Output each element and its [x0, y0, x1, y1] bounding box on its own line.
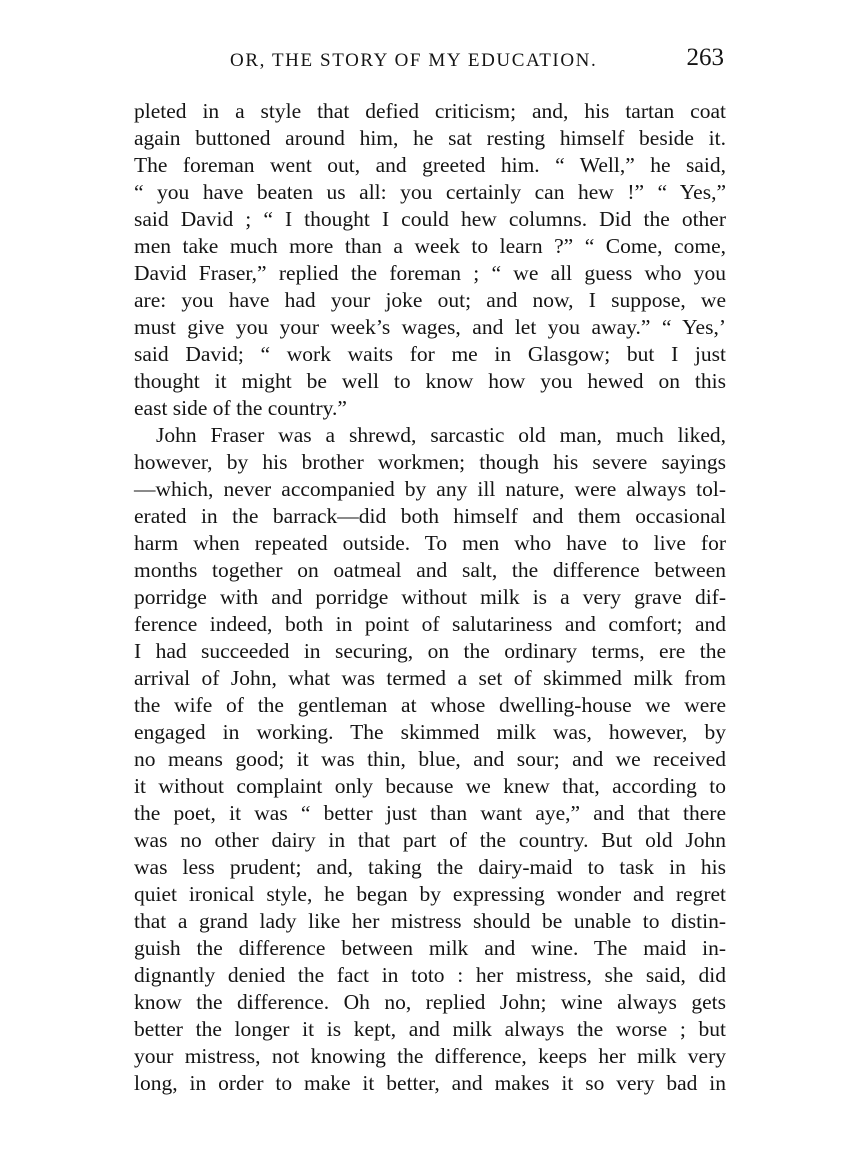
text-line: months together on oatmeal and salt, the difference between — [134, 558, 726, 582]
paragraph-start-line: John Fraser was a shrewd, sarcastic old man, much liked, — [156, 423, 726, 447]
text-line: men take much more than a week to learn ?” “ Come, come, — [134, 234, 726, 258]
text-line: pleted in a style that defied criticism; and, his tartan coat — [134, 99, 726, 123]
text-line: “ you have beaten us all: you certainly can hew !” “ Yes,” — [134, 180, 726, 204]
text-line: The foreman went out, and greeted him. “ Well,” he said, — [134, 153, 726, 177]
text-line: it without complaint only because we knew that, according to — [134, 774, 726, 798]
text-line: said David ; “ I thought I could hew columns. Did the other — [134, 207, 726, 231]
text-line: guish the difference between milk and wine. The maid in- — [134, 936, 726, 960]
text-line: know the difference. Oh no, replied John; wine always gets — [134, 990, 726, 1014]
text-line: thought it might be well to know how you hewed on this — [134, 369, 726, 393]
text-line: porridge with and porridge without milk is a very grave dif- — [134, 585, 726, 609]
text-line: are: you have had your joke out; and now, I suppose, we — [134, 288, 726, 312]
text-line: I had succeeded in securing, on the ordinary terms, ere the — [134, 639, 726, 663]
text-line: again buttoned around him, he sat resting himself beside it. — [134, 126, 726, 150]
text-line: long, in order to make it better, and makes it so very bad in — [134, 1071, 726, 1095]
text-line: the wife of the gentleman at whose dwelling-house we were — [134, 693, 726, 717]
text-line: ference indeed, both in point of salutariness and comfort; and — [134, 612, 726, 636]
text-line: was no other dairy in that part of the country. But old John — [134, 828, 726, 852]
running-head — [134, 44, 724, 78]
text-line: said David; “ work waits for me in Glasgow; but I just — [134, 342, 726, 366]
page-number: 263 — [686, 44, 724, 71]
text-line: engaged in working. The skimmed milk was, however, by — [134, 720, 726, 744]
paragraph-end-line: east side of the country.” — [134, 396, 347, 420]
text-line: harm when repeated outside. To men who have to live for — [134, 531, 726, 555]
text-line: no means good; it was thin, blue, and sour; and we received — [134, 747, 726, 771]
text-line: however, by his brother workmen; though his severe sayings — [134, 450, 726, 474]
text-line: quiet ironical style, he began by expressing wonder and regret — [134, 882, 726, 906]
text-line: dignantly denied the fact in toto : her mistress, she said, did — [134, 963, 726, 987]
body-text — [134, 98, 726, 1097]
text-line: better the longer it is kept, and milk always the worse ; but — [134, 1017, 726, 1041]
text-line: —which, never accompanied by any ill nature, were always tol- — [134, 477, 726, 501]
text-line: arrival of John, what was termed a set of skimmed milk from — [134, 666, 726, 690]
text-line: David Fraser,” replied the foreman ; “ we all guess who you — [134, 261, 726, 285]
text-line: erated in the barrack—did both himself and them occasional — [134, 504, 726, 528]
text-line: that a grand lady like her mistress should be unable to distin- — [134, 909, 726, 933]
text-line: your mistress, not knowing the difference, keeps her milk very — [134, 1044, 726, 1068]
text-line: must give you your week’s wages, and let you away.” “ Yes,’ — [134, 315, 726, 339]
text-line: was less prudent; and, taking the dairy-maid to task in his — [134, 855, 726, 879]
text-line: the poet, it was “ better just than want aye,” and that there — [134, 801, 726, 825]
running-title: OR, THE STORY OF MY EDUCATION. — [230, 50, 598, 71]
